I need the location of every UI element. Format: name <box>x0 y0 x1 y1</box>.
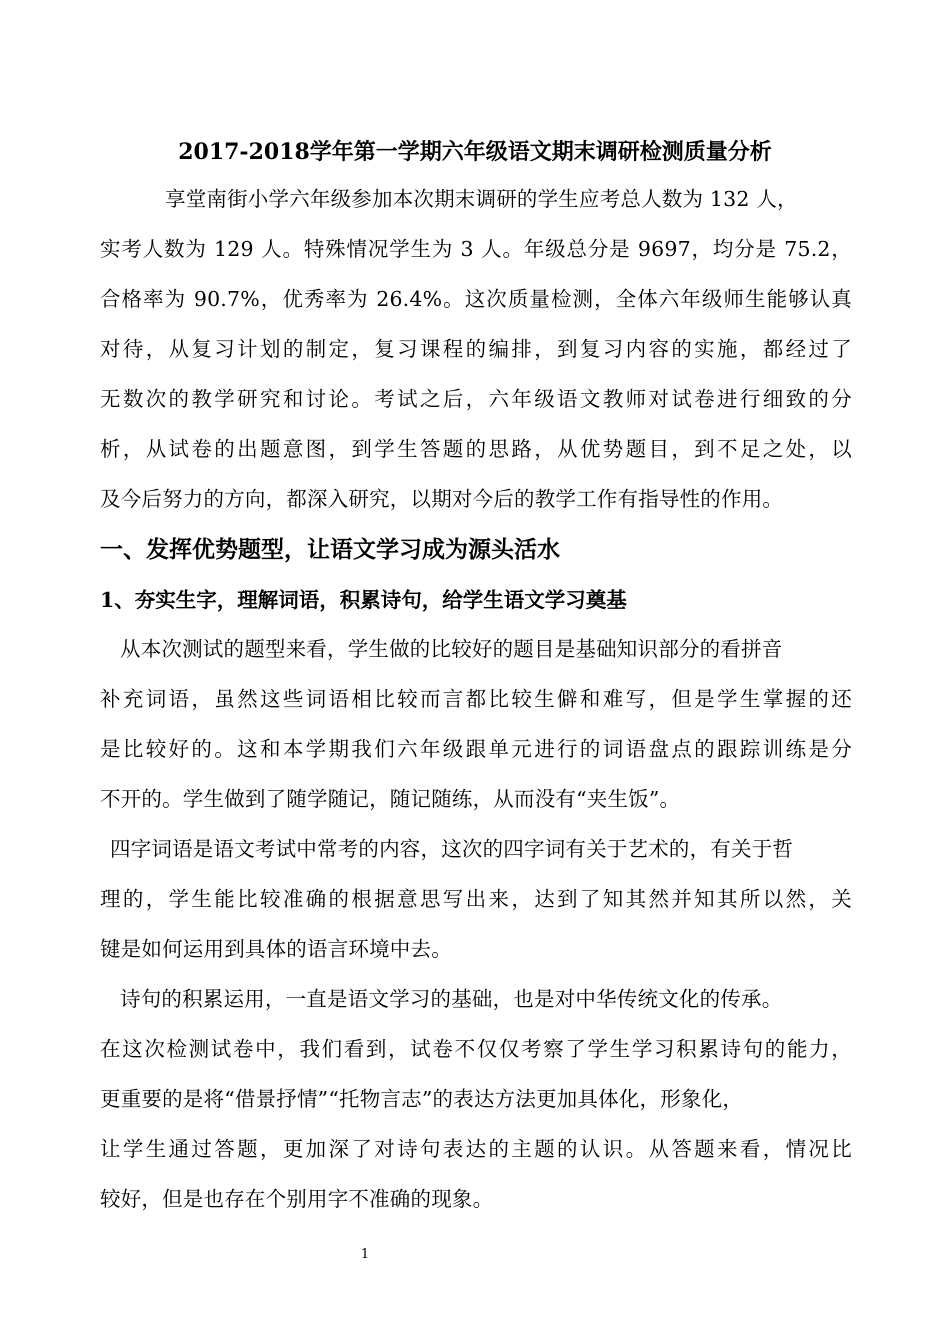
para1-line-1: 从本次测试的题型来看，学生做的比较好的题目是基础知识部分的看拼音 <box>120 637 783 661</box>
para3-line-2: 在这次检测试卷中，我们看到，试卷不仅仅考察了学生学习积累诗句的能力， <box>100 1037 852 1061</box>
page-number: 1 <box>360 1247 370 1262</box>
intro-line-4: 对待，从复习计划的制定，复习课程的编排，到复习内容的实施，都经过了 <box>100 337 852 361</box>
para2-line-1: 四字词语是语文考试中常考的内容，这次的四字词有关于艺术的，有关于哲 <box>110 837 794 861</box>
intro-line-2: 实考人数为 129 人。特殊情况学生为 3 人。年级总分是 9697，均分是 75.2， <box>100 237 852 261</box>
section-1-heading: 一、发挥优势题型，让语文学习成为源头活水 <box>100 536 560 563</box>
para3-line-5: 较好，但是也存在个别用字不准确的现象。 <box>100 1187 494 1211</box>
intro-line-7: 及今后努力的方向，都深入研究，以期对今后的教学工作有指导性的作用。 <box>100 487 784 511</box>
para1-line-4: 不开的。学生做到了随学随记，随记随练，从而没有“夹生饭”。 <box>100 787 681 811</box>
para1-line-3: 是比较好的。这和本学期我们六年级跟单元进行的词语盘点的跟踪训练是分 <box>100 737 852 761</box>
intro-line-6: 析，从试卷的出题意图，到学生答题的思路，从优势题目，到不足之处，以 <box>100 437 852 461</box>
para3-line-1: 诗句的积累运用，一直是语文学习的基础，也是对中华传统文化的传承。 <box>120 987 783 1011</box>
subsection-1-heading: 1、夯实生字，理解词语，积累诗句，给学生语文学习奠基 <box>100 588 627 612</box>
para2-line-3: 键是如何运用到具体的语言环境中去。 <box>100 937 452 961</box>
para2-line-2: 理的，学生能比较准确的根据意思写出来，达到了知其然并知其所以然，关 <box>100 887 852 911</box>
intro-line-3: 合格率为 90.7%，优秀率为 26.4%。这次质量检测，全体六年级师生能够认真 <box>100 287 852 311</box>
para1-line-2: 补充词语，虽然这些词语相比较而言都比较生僻和难写，但是学生掌握的还 <box>100 687 852 711</box>
para3-line-3: 更重要的是将“借景抒情”“托物言志”的表达方法更加具体化，形象化， <box>100 1087 744 1111</box>
intro-line-1: 享堂南街小学六年级参加本次期末调研的学生应考总人数为 132 人， <box>165 187 798 211</box>
intro-line-5: 无数次的教学研究和讨论。考试之后，六年级语文教师对试卷进行细致的分 <box>100 387 852 411</box>
para3-line-4: 让学生通过答题，更加深了对诗句表达的主题的认识。从答题来看，情况比 <box>100 1137 852 1161</box>
document-title: 2017-2018学年第一学期六年级语文期末调研检测质量分析 <box>178 139 772 165</box>
